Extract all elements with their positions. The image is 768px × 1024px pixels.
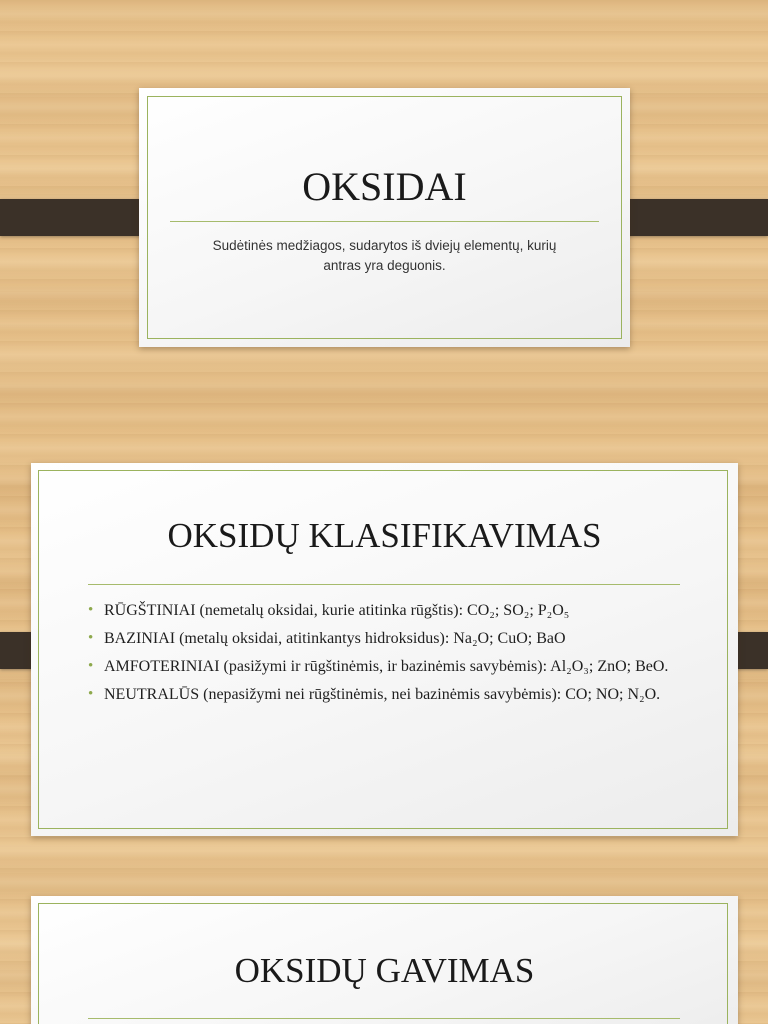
slide1-right-strap bbox=[613, 199, 768, 236]
slide1-left-strap bbox=[0, 199, 156, 236]
bullet-dot-icon: • bbox=[88, 602, 94, 618]
slide-3[interactable] bbox=[31, 896, 738, 1024]
slide1-subtitle-line2: antras yra deguonis. bbox=[323, 258, 446, 273]
slide3-title: OKSIDŲ GAVIMAS bbox=[234, 951, 535, 990]
slide1-frame bbox=[147, 96, 622, 339]
slide2-divider bbox=[88, 584, 680, 585]
bullet-formula: CO; NO; N₂O. bbox=[565, 686, 661, 703]
bullet-dot-icon: • bbox=[88, 686, 94, 702]
bullet-item bbox=[88, 600, 688, 621]
bullet-dot-icon: • bbox=[88, 658, 94, 674]
slide3-divider bbox=[88, 1018, 680, 1019]
bullet-text: AMFOTERINIAI (pasižymi ir rūgštinėmis, ir bazinėmis savybėmis): bbox=[104, 658, 551, 675]
slide-2[interactable] bbox=[31, 463, 738, 836]
bullet-dot-icon: • bbox=[88, 630, 94, 646]
bullet-item bbox=[88, 628, 688, 649]
slide2-bullet-list bbox=[88, 600, 688, 712]
slide1-subtitle-line1: Sudėtinės medžiagos, sudarytos iš dviejų elementų, kurių bbox=[212, 238, 557, 253]
slide-1[interactable] bbox=[139, 88, 630, 347]
slide1-divider bbox=[170, 221, 599, 222]
bullet-formula: Al₂O₃; ZnO; BeO. bbox=[550, 658, 669, 675]
slide2-title: OKSIDŲ KLASIFIKAVIMAS bbox=[167, 516, 602, 555]
bullet-text: NEUTRALŪS (nepasižymi nei rūgštinėmis, nei bazinėmis savybėmis): bbox=[104, 686, 566, 703]
bullet-text: BAZINIAI (metalų oksidai, atitinkantys hidroksidus): bbox=[104, 630, 454, 647]
bullet-formula: CO₂; SO₂; P₂O₅ bbox=[467, 602, 570, 619]
bullet-text: RŪGŠTINIAI (nemetalų oksidai, kurie atitinka rūgštis): bbox=[104, 602, 468, 619]
slide1-subtitle bbox=[159, 236, 610, 276]
bullet-item bbox=[88, 656, 688, 677]
slide1-title: OKSIDAI bbox=[302, 164, 467, 209]
bullet-item bbox=[88, 684, 688, 705]
bullet-formula: Na₂O; CuO; BaO bbox=[453, 630, 566, 647]
